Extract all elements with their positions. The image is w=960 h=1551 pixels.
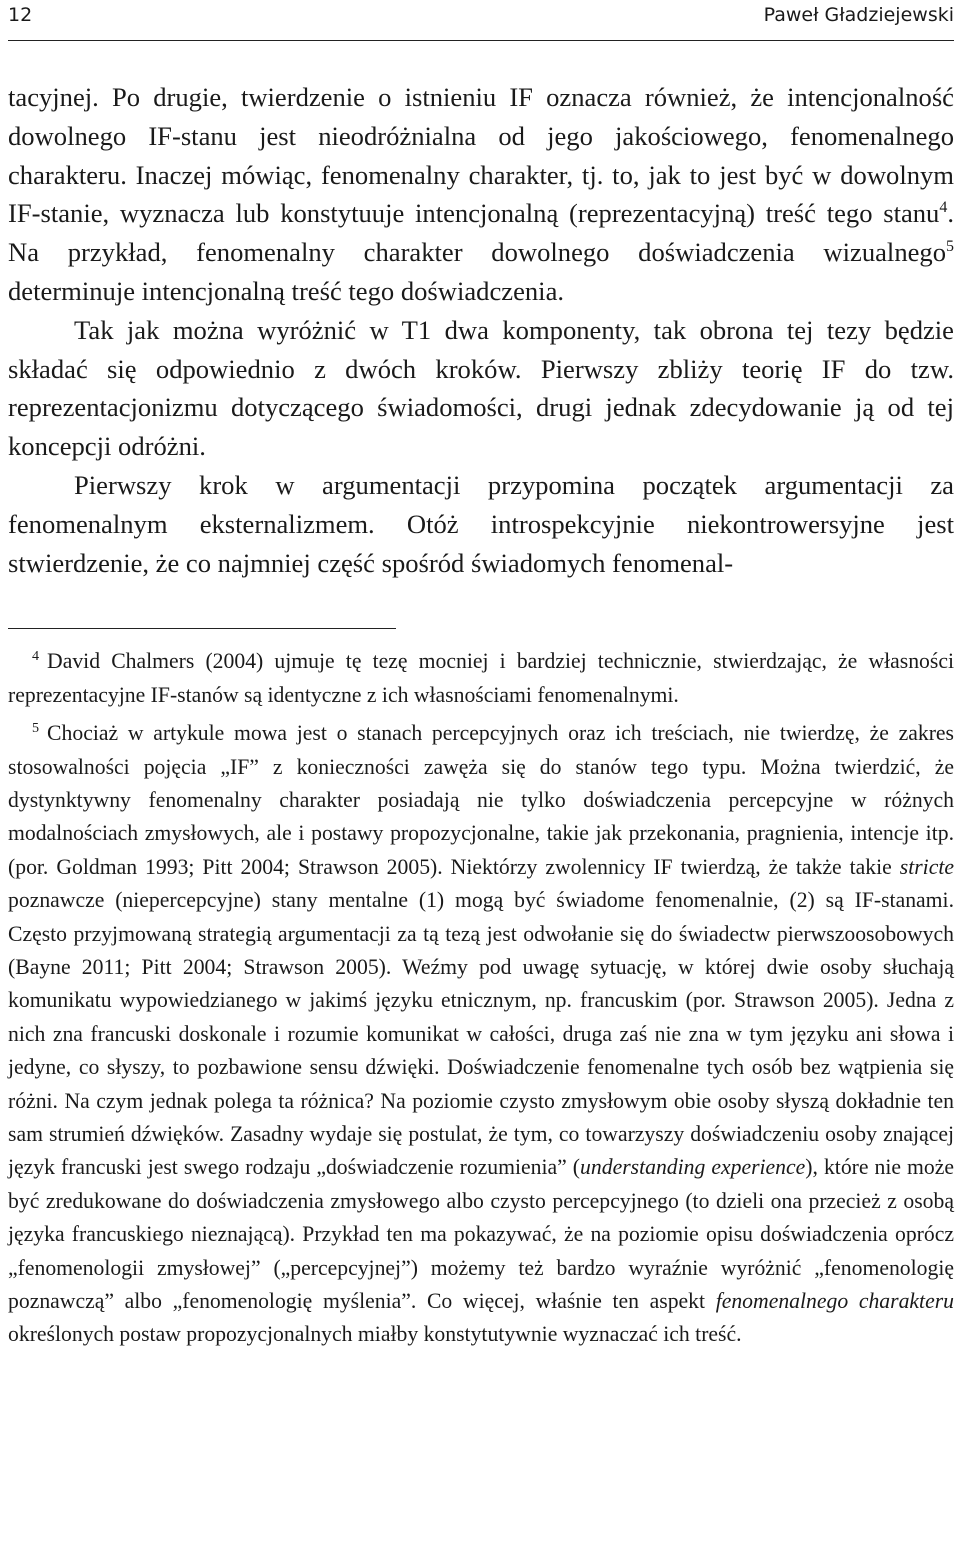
footnote-ref-4[interactable]: 4 bbox=[939, 199, 948, 217]
footnote-separator bbox=[8, 628, 396, 629]
footnote-mark-4: 4 bbox=[32, 648, 40, 665]
running-author: Paweł Gładziejewski bbox=[763, 4, 954, 26]
document-page bbox=[8, 0, 954, 1357]
paragraph-1: tacyjnej. Po drugie, twierdzenie o istnieniu IF oznacza również, że intencjonalność dowolnego IF-stanu jest nieodróżnialna od jego jakościowego, fenomenalnego charakteru. Inaczej mówiąc, fenomenalny charakter, tj. to, jak to jest być w dowolnym IF-stanie, wyznacza lub konstytuuje intencjonalną (reprezentacyjną) treść tego stanu$^4$. Na przykład, fenomenalny charakter dowolnego doświadczenia wizualnego$^5$ determinuje intencjonalną treść tego doświadczenia. bbox=[8, 82, 954, 306]
footnote-mark-5: 5 bbox=[32, 719, 40, 736]
running-header bbox=[8, 0, 954, 41]
paragraph-2: Tak jak można wyróżnić w T1 dwa komponenty, tak obrona tej tezy będzie składać się odpowiednio z dwóch kroków. Pierwszy zbliży teorię IF do tzw. reprezentacjonizmu dotyczącego świadomości, drugi jednak zdecydowanie ją od tej koncepcji odróżni. bbox=[8, 314, 954, 462]
footnotes bbox=[8, 645, 954, 1352]
main-text bbox=[8, 78, 954, 582]
page-number: 12 bbox=[8, 4, 33, 26]
footnote-ref-5[interactable]: 5 bbox=[946, 238, 954, 256]
footnote-4: $^4$ David Chalmers (2004) ujmuje tę tezę mocniej i bardziej technicznie, stwierdzając, że własności reprezentacyjne IF-stanów są identyczne z ich własnościami fenomenalnymi. bbox=[8, 648, 954, 707]
paragraph-3: Pierwszy krok w argumentacji przypomina początek argumentacji za fenomenalnym eksternalizmem. Otóż introspekcyjnie niekontrowersyjne jest stwierdzenie, że co najmniej część spośród świadomych fenomenal- bbox=[8, 469, 954, 578]
footnote-5: $^5$ Chociaż w artykule mowa jest o stanach percepcyjnych oraz ich treściach, nie twierdzę, że zakres stosowalności pojęcia „IF” z konieczności zawęża się do stanów tego typu. Można twierdzić, że dystynktywny fenomenalny charakter posiadają nie tylko doświadczenia percepcyjne w różnych modalnościach zmysłowych, ale i postawy propozycjonalne, takie jak przekonania, pragnienia, intencje itp. (por. Goldman 1993; Pitt 2004; Strawson 2005). Niektórzy zwolennicy IF twierdzą, że także takie stricte poznawcze (niepercepcyjne) stany mentalne (1) mogą być świadome fenomenalnie, (2) są IF-stanami. Często przyjmowaną strategią argumentacji za tą tezą jest odwołanie się do świadectw pierwszoosobowych (Bayne 2011; Pitt 2004; Strawson 2005). Weźmy pod uwagę sytuację, w której dwie osoby słuchają komunikatu wypowiedzianego w jakimś języku etnicznym, np. francuskim (por. Strawson 2005). Jedna z nich zna francuski doskonale i rozumie komunikat w całości, druga zaś nie zna w tym języku ani słowa i jedyne, co słyszy, to pozbawione sensu dźwięki. Doświadczenie fenomenalne tych osób bez wątpienia się różni. Na czym jednak polega ta różnica? Na poziomie czysto zmysłowym obie osoby słyszą dokładnie ten sam strumień dźwięków. Zasadny wydaje się postulat, że tym, co towarzyszy doświadczeniu osoby znającej język francuski jest swego rodzaju „doświadczenie rozumienia” (understanding experience), które nie może być zredukowane do doświadczenia zmysłowego albo czysto percepcyjnego (to dzieli ona przecież z osobą języka francuskiego nieznającą). Przykład ten ma pokazywać, że na poziomie opisu doświadczenia oprócz „fenomenologii zmysłowej” („percepcyjnej”) możemy też bardzo wyraźnie wyróżnić „fenomenologię poznawczą” albo „fenomenologię myślenia”. Co więcej, właśnie ten aspekt fenomenalnego charakteru określonych postaw propozycjonalnych miałby konstytutywnie wyznaczać ich treść. bbox=[8, 719, 955, 1347]
